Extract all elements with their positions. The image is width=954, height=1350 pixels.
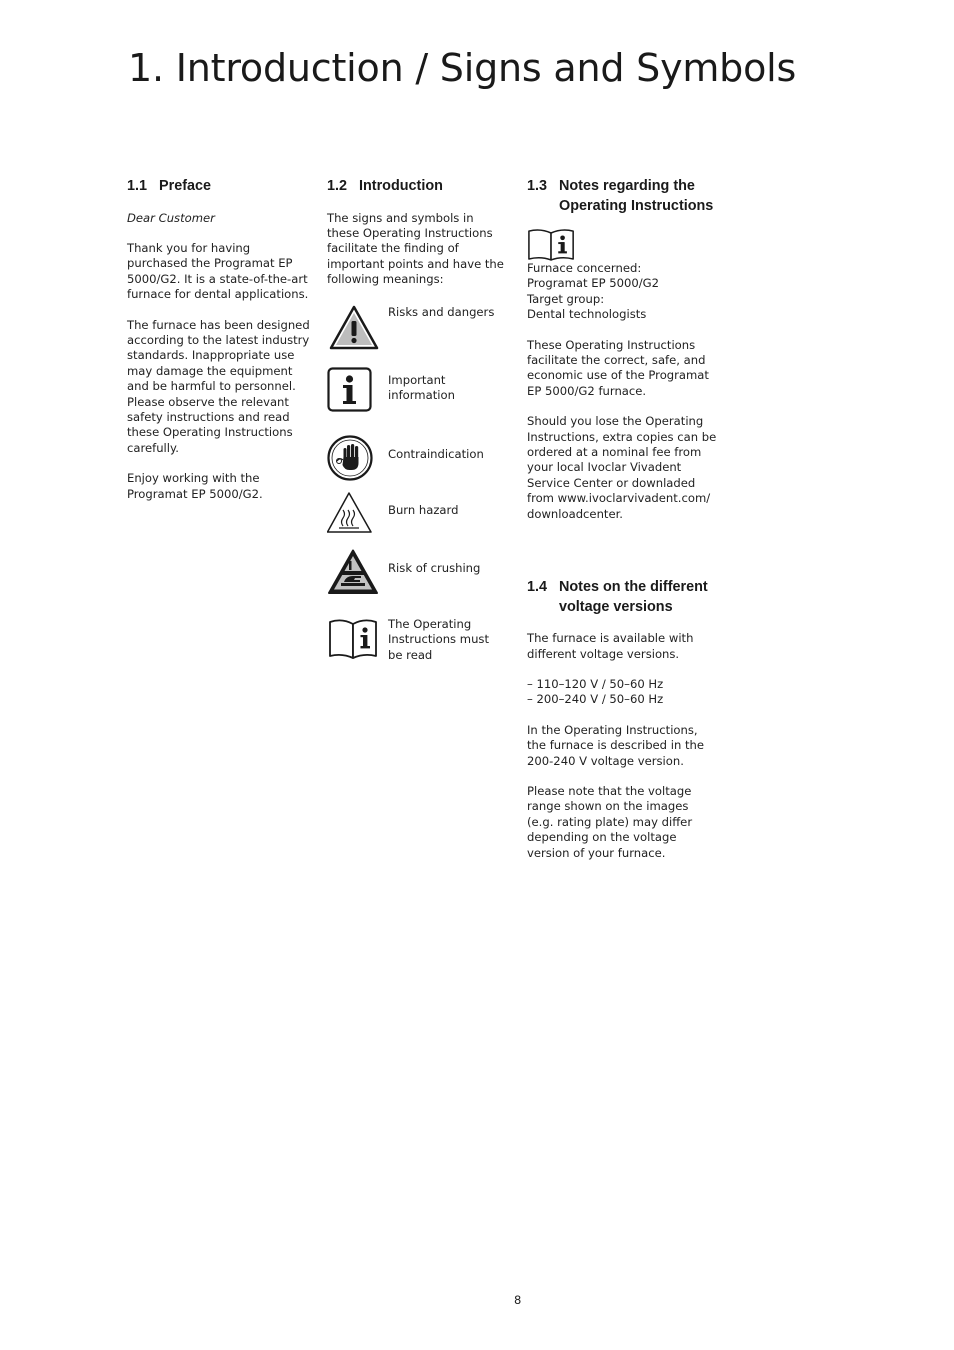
book-info-icon [327,617,379,663]
crushing-hazard-icon [327,549,379,595]
paragraph: Should you lose the Operating Instructions, extra copies can be ordered at a nominal fee from your local Ivoclar Vivadent Service Center or downladed from www.ivoclarvivadent.com/ downloadcenter. [527,414,717,521]
paragraph: In the Operating Instructions, the furnace is described in the 200-240 V voltage version. [527,722,705,768]
hand-stop-icon [327,435,379,481]
section-title: Preface [159,178,212,194]
paragraph: Thank you for having purchased the Programat EP 5000/G2. It is a state-of-the-art furnace for dental applications. [127,240,309,302]
meta-line: Furnace concerned: [527,261,642,275]
meta-line: Target group: [527,291,605,306]
burn-hazard-icon [327,491,379,537]
page-title: 1. Introduction / Signs and Symbols [128,46,797,90]
intro-lead: The signs and symbols in these Operating Instructions facilitate the finding of important points and have the following meanings: [327,210,504,287]
symbol-row [327,367,503,413]
paragraph: Please note that the voltage range shown on the images (e.g. rating plate) may differ depending on the voltage version of your furnace. [527,783,693,860]
section-heading-voltage [527,578,717,617]
section-title: Notes regarding the Operating Instructions [559,178,714,214]
symbol-label: Risk of crushing [388,561,481,575]
symbol-row [327,549,503,595]
section-title: Notes on the different voltage versions [559,579,708,615]
list-item: – 200–240 V / 50–60 Hz [527,692,664,707]
warning-triangle-icon [327,305,379,351]
symbol-label: Burn hazard [388,503,459,517]
section-title: Introduction [359,178,443,194]
info-icon [327,367,379,413]
symbol-label: Important information [388,373,455,403]
section-notes-instructions [527,177,717,861]
symbol-label: Risks and dangers [388,305,495,319]
section-number: 1.4 [527,579,548,596]
section-number: 1.2 [327,178,348,194]
section-number: 1.3 [527,178,548,194]
symbol-row [327,435,503,481]
voltage-lead: The furnace is available with different voltage versions. [527,631,694,661]
page-number: 8 [514,1293,522,1307]
section-introduction [327,177,507,697]
list-item: – 110–120 V / 50–60 Hz [527,676,664,691]
symbol-row [327,617,503,663]
symbol-row [327,491,503,537]
symbol-label: The Operating Instructions must be read [388,617,490,662]
paragraph: Enjoy working with the Programat EP 5000/G2. [127,471,263,501]
book-info-icon [527,228,717,261]
meta-line: Programat EP 5000/G2 [527,276,660,291]
section-heading [527,177,717,216]
meta-line: Dental technologists [527,307,647,322]
symbol-label: Contraindication [388,447,484,461]
symbol-row [327,305,503,351]
section-number: 1.1 [127,178,148,194]
paragraph: These Operating Instructions facilitate the correct, safe, and economic use of the Programat EP 5000/G2 furnace. [527,337,709,398]
voltage-list [527,677,717,708]
section-heading [127,177,311,197]
section-heading [327,177,507,197]
salutation: Dear Customer [127,210,215,225]
paragraph: The furnace has been designed according to the latest industry standards. Inappropriate use may damage the equipment and be harmful to personnel. Please observe the relevant safety instructions and read these Operating Instructions carefully. [127,317,310,455]
section-preface [127,177,311,502]
